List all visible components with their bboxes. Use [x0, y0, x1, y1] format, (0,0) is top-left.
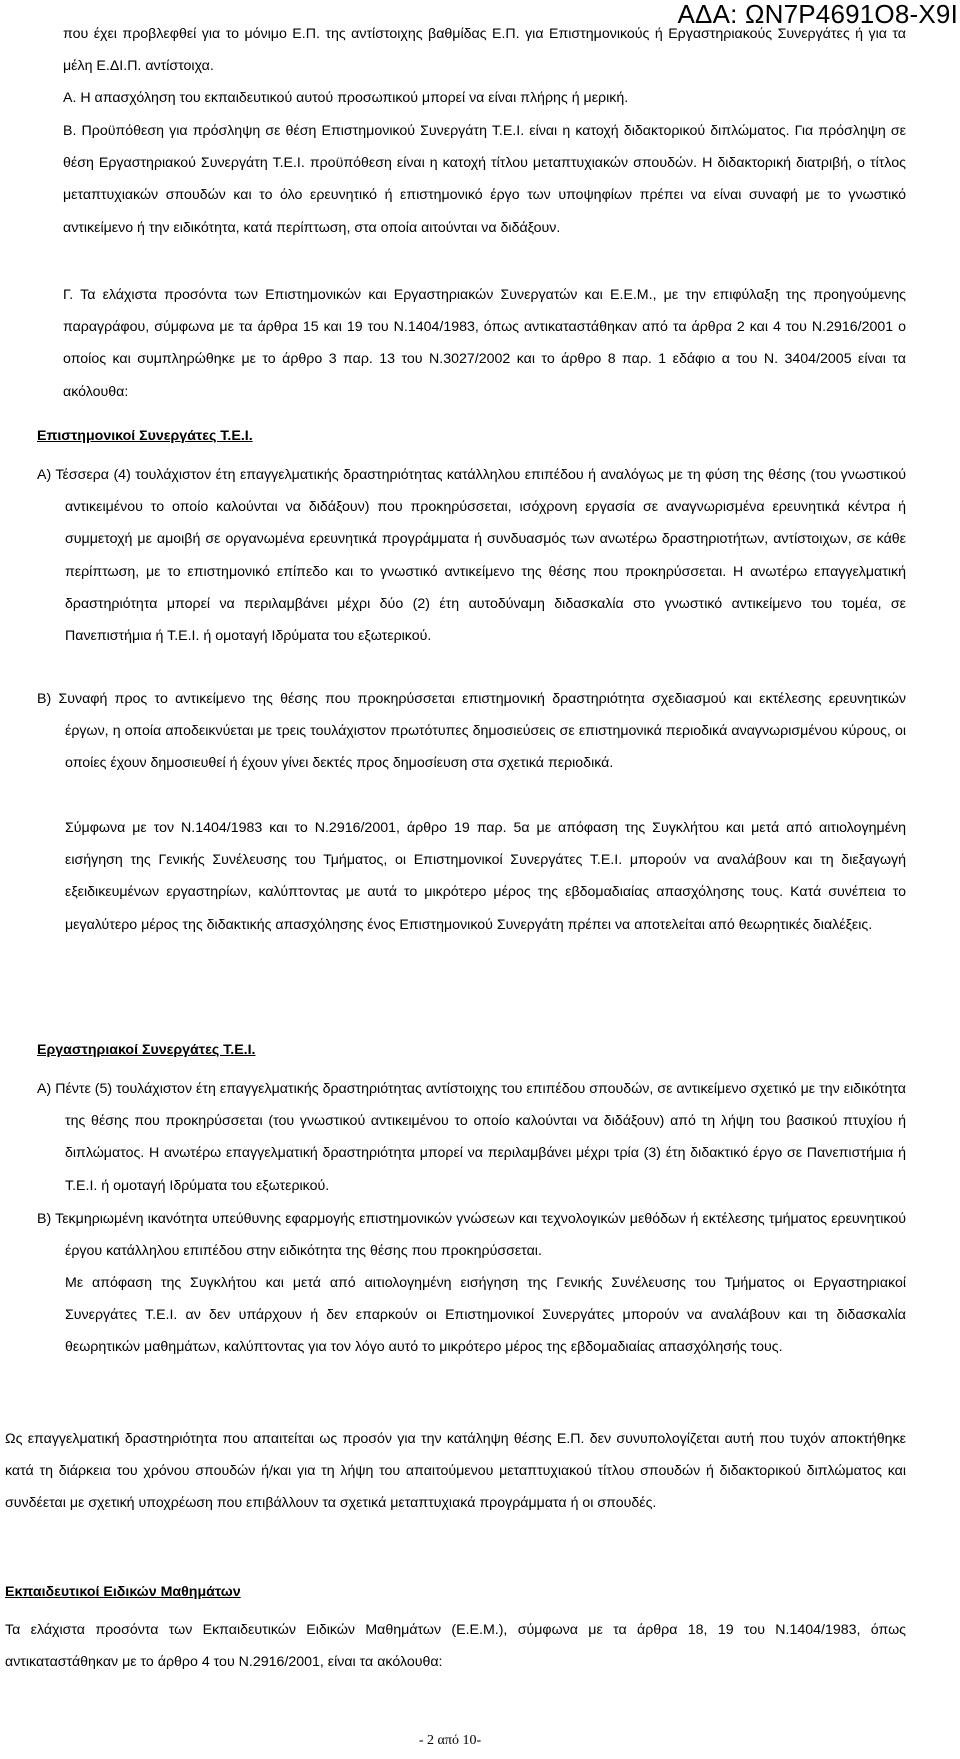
- scientific-a-text: Α) Τέσσερα (4) τουλάχιστον έτη επαγγελματικής δραστηριότητας κατάλληλου επιπέδου ή αναλόγως με τη φύση της θέσης (του γνωστικού αντικειμένου το οποίο καλούνται να διδάξουν) που προκηρύσσεται, ισόχρονη εργασία σε αναγνωρισμένα ερευνητικά κέντρα ή συμμετοχή με αμοιβή σε οργανωμένα ερευνητικά προγράμματα ή συνδυασμός των ανωτέρω δραστηριοτήτων, αντίστοιχων, σε κάθε περίπτωση, με το επιστημονικό επίπεδο και το γνωστικό αντικείμενο της θέσης που προκηρύσσεται. Η ανωτέρω επαγγελματική δραστηριότητα μπορεί να περιλαμβάνει μέχρι δύο (2) έτη αυτοδύναμη διδασκαλία στο γνωστικό αντικείμενο του τομέα, σε Πανεπιστήμια ή Τ.Ε.Ι. ή ομοταγή Ιδρύματα του εξωτερικού.: [37, 467, 906, 645]
- experience-text: Ως επαγγελματική δραστηριότητα που απαιτείται ως προσόν για την κατάληψη θέσης Ε.Π. δεν συνυπολογίζεται αυτή που τυχόν αποκτήθηκε κατά τη διάρκεια του χρόνου σπουδών ή/και για τη λήψη του απαιτούμενου μεταπτυχιακού τίτλου σπουδών ή διδακτορικού διπλώματος και συνδέεται με σχετική υποχρέωση που επιβάλλουν τα σχετικά μεταπτυχιακά προγράμματα ή οι σπουδές.: [5, 1431, 906, 1512]
- intro-continuation: [63, 18, 906, 82]
- heading-special-subjects: Εκπαιδευτικοί Ειδικών Μαθημάτων: [5, 1584, 241, 1600]
- paragraph-c: Γ. Τα ελάχιστα προσόντα των Επιστημονικών και Εργαστηριακών Συνεργατών και Ε.Ε.Μ., με την επιφύλαξη της προηγούμενης παραγράφου, σύμφωνα με τα άρθρα 15 και 19 του Ν.1404/1983, όπως αντικαταστάθηκαν από τα άρθρα 2 και 4 του Ν.2916/2001 ο οποίος και συμπληρώθηκε με το άρθρο 3 παρ. 13 του Ν.3027/2002 και το άρθρο 8 παρ. 1 εδάφιο α του Ν. 3404/2005 είναι τα ακόλουθα:: [63, 287, 906, 400]
- special-subjects-text: Τα ελάχιστα προσόντα των Εκπαιδευτικών Ειδικών Μαθημάτων (Ε.Ε.Μ.), σύμφωνα με τα άρθρα 18, 19 του Ν.1404/1983, όπως αντικαταστάθηκαν με το άρθρο 4 του Ν.2916/2001, είναι τα ακόλουθα:: [5, 1622, 906, 1671]
- scientific-b-note-text: Σύμφωνα με τον Ν.1404/1983 και το Ν.2916/2001, άρθρο 19 παρ. 5α με απόφαση της Συγκλήτου και μετά από αιτιολογημένη εισήγηση της Γενικής Συνέλευσης του Τμήματος, οι Επιστημονικοί Συνεργάτες Τ.Ε.Ι. μπορούν να αναλάβουν και τη διεξαγωγή εξειδικευμένων εργαστηρίων, καλύπτοντας με αυτά το μικρότερο μέρος της εβδομαδιαίας απασχόλησης τους. Κατά συνέπεια το μεγαλύτερο μέρος της διδακτικής απασχόλησης ένος Επιστημονικού Συνεργάτη πρέπει να αποτελείται από θεωρητικές διαλέξεις.: [65, 820, 906, 933]
- laboratory-b-text: Β) Τεκμηριωμένη ικανότητα υπεύθυνης εφαρμογής επιστημονικών γνώσεων και τεχνολογικών μεθόδων ή εκτέλεσης τμήματος ερευνητικού έργου κατάλληλου επιπέδου στην ειδικότητα της θέσης που προκηρύσσεται.: [37, 1211, 906, 1260]
- section-a: [63, 82, 906, 114]
- laboratory-b-note: [65, 1267, 906, 1364]
- section-b: [63, 115, 906, 244]
- special-subjects-paragraph: [5, 1614, 906, 1678]
- experience-paragraph: [5, 1423, 906, 1520]
- section-c: [63, 279, 906, 408]
- scientific-b-text: Β) Συναφή προς το αντικείμενο της θέσης που προκηρύσσεται επιστημονική δραστηριότητα σχεδιασμού και εκτέλεσης ερευνητικών έργων, η οποία αποδεικνύεται με τρεις τουλάχιστον πρωτότυπες δημοσιεύσεις σε επιστημονικά περιοδικά αναγνωρισμένου κύρους, οι οποίες έχουν δημοσιευθεί ή έχουν γίνει δεκτές προς δημοσίευση στα σχετικά περιοδικά.: [37, 691, 906, 772]
- scientific-b-note: [65, 812, 906, 941]
- page-number: - 2 από 10-: [418, 1733, 482, 1748]
- laboratory-a-text: Α) Πέντε (5) τουλάχιστον έτη επαγγελματικής δραστηριότητας αντίστοιχης του επιπέδου σπουδών, σε αντικείμενο σχετικό με την ειδικότητα της θέσης που προκηρύσσεται (του γνωστικού αντικειμένου το οποίο καλούνται να διδάξουν) από τη λήψη του βασικού πτυχίου ή διπλώματος. Η ανωτέρω επαγγελματική δραστηριότητα μπορεί να περιλαμβάνει μέχρι τρία (3) έτη διδακτικό έργο σε Πανεπιστήμια ή Τ.Ε.Ι. ή ομοταγή Ιδρύματα του εξωτερικού.: [37, 1081, 906, 1194]
- laboratory-b: [37, 1203, 906, 1267]
- ada-code: ΑΔΑ: ΩΝ7Ρ4691Ο8-Χ9Ι: [677, 0, 958, 29]
- paragraph-b: Β. Προϋπόθεση για πρόσληψη σε θέση Επιστημονικού Συνεργάτη Τ.Ε.Ι. είναι η κατοχή διδακτορικού διπλώματος. Για πρόσληψη σε θέση Εργαστηριακού Συνεργάτη Τ.Ε.Ι. προϋπόθεση είναι η κατοχή τίτλου μεταπτυχιακών σπουδών. Η διδακτορική διατριβή, ο τίτλος μεταπτυχιακών σπουδών και το όλο ερευνητικό ή επιστημονικό έργο των υποψηφίων πρέπει να είναι συναφή με το γνωστικό αντικείμενο ή την ειδικότητα, κατά περίπτωση, στα οποία αιτούνται να διδάξουν.: [63, 123, 906, 236]
- laboratory-a: [37, 1073, 906, 1202]
- heading-laboratory-associates: Εργαστηριακοί Συνεργάτες Τ.Ε.Ι.: [37, 1042, 256, 1058]
- intro-paragraph: που έχει προβλεφθεί για το μόνιμο Ε.Π. της αντίστοιχης βαθμίδας Ε.Π. για Επιστημονικούς ή Εργαστηριακούς Συνεργάτες ή για τα μέλη Ε.ΔΙ.Π. αντίστοιχα.: [63, 26, 906, 75]
- laboratory-b-note-text: Με απόφαση της Συγκλήτου και μετά από αιτιολογημένη εισήγηση της Γενικής Συνέλευσης του Τμήματος οι Εργαστηριακοί Συνεργάτες Τ.Ε.Ι. αν δεν υπάρχουν ή δεν επαρκούν οι Επιστημονικοί Συνεργάτες μπορούν να αναλάβουν και τη διδασκαλία θεωρητικών μαθημάτων, καλύπτοντας για τον λόγο αυτό το μικρότερο μέρος της εβδομαδιαίας απασχόλησής τους.: [65, 1275, 906, 1356]
- heading-scientific-associates: Επιστημονικοί Συνεργάτες Τ.Ε.Ι.: [37, 428, 253, 444]
- paragraph-a: Α. Η απασχόληση του εκπαιδευτικού αυτού προσωπικού μπορεί να είναι πλήρης ή μερική.: [63, 90, 629, 106]
- scientific-b: [37, 683, 906, 780]
- scientific-a: [37, 459, 906, 652]
